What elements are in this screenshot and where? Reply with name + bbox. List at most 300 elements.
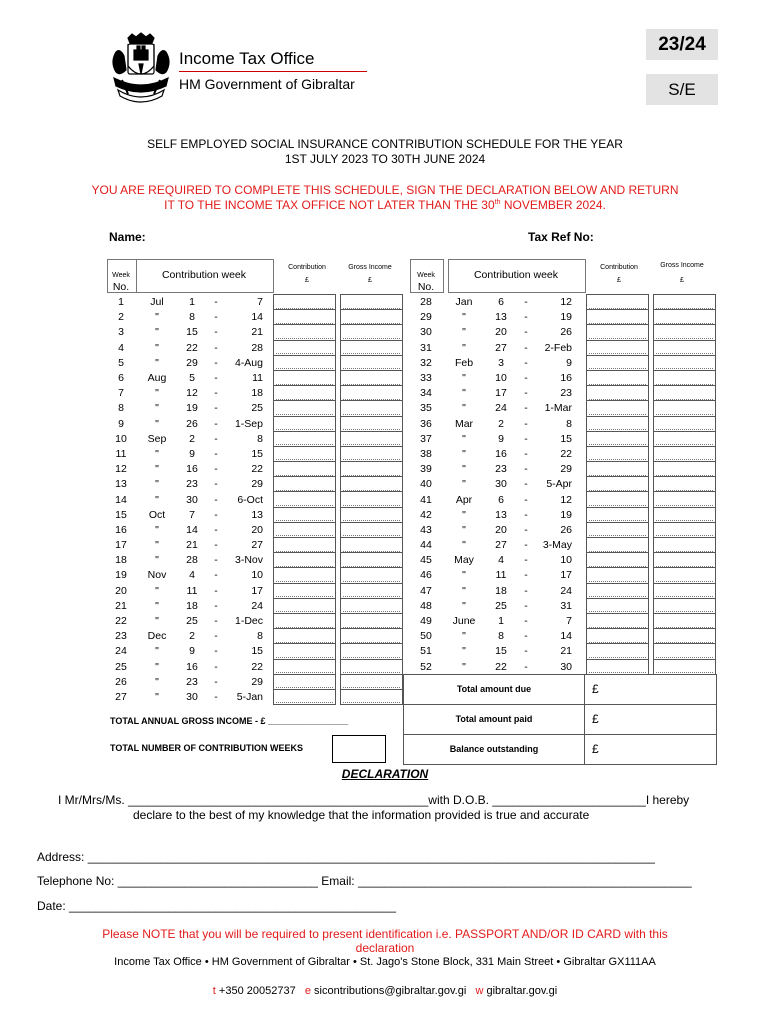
contribution-cell[interactable] xyxy=(273,477,335,492)
month: Mar xyxy=(454,417,474,430)
right-schedule-row xyxy=(410,462,715,477)
instruction-line-2: IT TO THE INCOME TAX OFFICE NOT LATER THAN THE 30th NOVEMBER 2024. xyxy=(164,198,606,212)
gross-income-cell[interactable] xyxy=(653,462,715,477)
contribution-cell[interactable] xyxy=(273,629,335,644)
month: " xyxy=(155,660,159,673)
gross-income-cell[interactable] xyxy=(340,568,402,583)
header-divider xyxy=(179,71,367,72)
week-number: 38 xyxy=(420,447,432,460)
month: " xyxy=(155,523,159,536)
right-schedule-row xyxy=(410,583,715,598)
end-day: 29 xyxy=(251,675,263,688)
right-header-contribution: Contribution xyxy=(600,264,638,271)
end-day: 27 xyxy=(251,539,263,552)
balance-outstanding-pound[interactable]: £ xyxy=(592,742,599,756)
total-amount-due-pound[interactable]: £ xyxy=(592,682,599,696)
start-day: 3 xyxy=(498,356,504,369)
month: " xyxy=(155,645,159,658)
column-gap xyxy=(576,644,586,659)
range-dash: - xyxy=(524,402,528,415)
gross-income-cell[interactable] xyxy=(340,522,402,537)
gross-income-cell[interactable] xyxy=(340,370,402,385)
week-number: 19 xyxy=(115,569,127,582)
id-note-line-1: Please NOTE that you will be required to present identification i.e. PASSPORT AND/OR ID CARD with this xyxy=(102,927,668,941)
week-number: 35 xyxy=(420,402,432,415)
gross-income-cell[interactable] xyxy=(653,507,715,522)
range-dash: - xyxy=(214,675,218,688)
end-day: 13 xyxy=(251,508,263,521)
week-number: 4 xyxy=(118,341,124,354)
gross-income-cell[interactable] xyxy=(340,477,402,492)
end-day: 15 xyxy=(251,645,263,658)
contribution-cell[interactable] xyxy=(273,416,335,431)
office-title: Income Tax Office xyxy=(179,49,315,68)
gross-income-cell[interactable] xyxy=(340,583,402,598)
column-gap xyxy=(576,416,586,431)
left-schedule-row xyxy=(107,659,402,674)
column-gap xyxy=(576,355,586,370)
end-day: 18 xyxy=(251,387,263,400)
tax-year-badge: 23/24 xyxy=(646,29,718,60)
gross-income-cell[interactable] xyxy=(653,583,715,598)
week-number: 13 xyxy=(115,478,127,491)
gross-income-cell[interactable] xyxy=(340,355,402,370)
contribution-cell[interactable] xyxy=(273,310,335,325)
footer-email[interactable]: sicontributions@gibraltar.gov.gi xyxy=(311,985,467,997)
contribution-cell[interactable] xyxy=(586,598,648,613)
month: " xyxy=(462,402,466,415)
balance-outstanding-divider xyxy=(584,735,585,764)
contribution-cell[interactable] xyxy=(273,386,335,401)
start-day: 16 xyxy=(186,463,198,476)
range-dash: - xyxy=(524,432,528,445)
range-dash: - xyxy=(524,645,528,658)
gross-income-cell[interactable] xyxy=(340,416,402,431)
week-number: 12 xyxy=(115,463,127,476)
month: " xyxy=(462,630,466,643)
gross-income-cell[interactable] xyxy=(340,492,402,507)
gross-income-cell[interactable] xyxy=(340,310,402,325)
range-dash: - xyxy=(214,311,218,324)
month: " xyxy=(462,341,466,354)
right-schedule-row xyxy=(410,386,715,401)
left-schedule-row xyxy=(107,553,402,568)
range-dash: - xyxy=(524,584,528,597)
right-schedule-row xyxy=(410,507,715,522)
column-gap xyxy=(576,568,586,583)
gross-income-cell[interactable] xyxy=(653,538,715,553)
left-schedule-row xyxy=(107,492,402,507)
gross-income-cell[interactable] xyxy=(653,477,715,492)
right-schedule-row xyxy=(410,431,715,446)
range-dash: - xyxy=(524,478,528,491)
week-number: 18 xyxy=(115,554,127,567)
range-dash: - xyxy=(524,660,528,673)
declaration-line-1[interactable]: I Mr/Mrs/Ms. _____________________________________________with D.O.B. _______________________I hereby xyxy=(58,793,690,807)
month: " xyxy=(155,584,159,597)
contribution-cell[interactable] xyxy=(273,325,335,340)
month: " xyxy=(155,675,159,688)
contribution-cell[interactable] xyxy=(273,401,335,416)
left-schedule-row xyxy=(107,583,402,598)
month: Jan xyxy=(455,296,473,309)
declaration-line-2: declare to the best of my knowledge that the information provided is true and accurate xyxy=(133,808,590,822)
range-dash: - xyxy=(524,630,528,643)
end-day: 24 xyxy=(251,599,263,612)
left-schedule-row xyxy=(107,355,402,370)
right-schedule-row xyxy=(410,416,715,431)
left-header-week: Week xyxy=(112,272,130,279)
contribution-cell[interactable] xyxy=(586,492,648,507)
contribution-cell[interactable] xyxy=(586,613,648,628)
contribution-cell[interactable] xyxy=(586,507,648,522)
right-schedule-row xyxy=(410,370,715,385)
contribution-cell[interactable] xyxy=(586,553,648,568)
contribution-cell[interactable] xyxy=(273,538,335,553)
contribution-cell[interactable] xyxy=(273,613,335,628)
end-day: 15 xyxy=(251,447,263,460)
start-day: 10 xyxy=(495,372,507,385)
gross-income-cell[interactable] xyxy=(340,325,402,340)
contribution-cell[interactable] xyxy=(586,583,648,598)
range-dash: - xyxy=(524,539,528,552)
week-number: 3 xyxy=(118,326,124,339)
gross-income-cell[interactable] xyxy=(340,644,402,659)
gross-income-cell[interactable] xyxy=(653,553,715,568)
left-header-contribution-currency: £ xyxy=(305,277,309,284)
left-schedule-row xyxy=(107,538,402,553)
end-day: 1-Sep xyxy=(234,417,263,430)
contribution-cell[interactable] xyxy=(273,659,335,674)
contribution-cell[interactable] xyxy=(586,401,648,416)
contribution-cell[interactable] xyxy=(273,598,335,613)
contribution-cell[interactable] xyxy=(586,310,648,325)
contribution-cell[interactable] xyxy=(273,522,335,537)
right-schedule-row xyxy=(410,659,715,674)
gross-income-cell[interactable] xyxy=(653,613,715,628)
start-day: 2 xyxy=(498,417,504,430)
left-schedule-row xyxy=(107,689,402,704)
week-number: 39 xyxy=(420,463,432,476)
total-annual-gross-income: TOTAL ANNUAL GROSS INCOME - £ ________________ xyxy=(110,716,349,726)
gross-income-cell[interactable] xyxy=(653,659,715,674)
contribution-cell[interactable] xyxy=(273,507,335,522)
contribution-cell[interactable] xyxy=(586,462,648,477)
balance-outstanding-row xyxy=(403,734,717,765)
footer-web[interactable]: gibraltar.gov.gi xyxy=(483,985,558,997)
column-gap xyxy=(576,583,586,598)
week-number: 5 xyxy=(118,356,124,369)
left-schedule-row xyxy=(107,310,402,325)
contribution-cell[interactable] xyxy=(273,431,335,446)
month: " xyxy=(462,447,466,460)
contribution-cell[interactable] xyxy=(586,522,648,537)
gross-income-cell[interactable] xyxy=(653,598,715,613)
gross-income-cell[interactable] xyxy=(340,674,402,689)
left-header-contribution-week: Contribution week xyxy=(161,269,247,281)
contribution-cell[interactable] xyxy=(586,446,648,461)
range-dash: - xyxy=(214,523,218,536)
end-day: 7 xyxy=(257,296,263,309)
left-schedule-row xyxy=(107,462,402,477)
contribution-cell[interactable] xyxy=(586,477,648,492)
footer-email-label: e xyxy=(304,985,311,997)
gross-income-cell[interactable] xyxy=(340,689,402,704)
gross-income-cell[interactable] xyxy=(653,325,715,340)
address-field[interactable]: Address: _____________________________________________________________________________________ xyxy=(37,850,655,864)
start-day: 8 xyxy=(498,630,504,643)
gross-income-cell[interactable] xyxy=(340,446,402,461)
start-day: 30 xyxy=(186,493,198,506)
week-number: 1 xyxy=(118,296,124,309)
month: Jul xyxy=(150,296,164,309)
range-dash: - xyxy=(524,417,528,430)
end-day: 11 xyxy=(252,372,263,385)
gross-income-cell[interactable] xyxy=(340,295,402,310)
range-dash: - xyxy=(524,554,528,567)
footer-phone[interactable]: +350 20052737 xyxy=(215,985,296,997)
gross-income-cell[interactable] xyxy=(653,416,715,431)
contribution-cell[interactable] xyxy=(273,295,335,310)
contribution-cell[interactable] xyxy=(586,659,648,674)
week-number: 30 xyxy=(420,326,432,339)
end-day: 25 xyxy=(251,402,263,415)
month: " xyxy=(155,615,159,628)
contribution-cell[interactable] xyxy=(273,340,335,355)
month: " xyxy=(462,523,466,536)
start-day: 23 xyxy=(495,463,507,476)
end-day: 8 xyxy=(257,630,263,643)
gross-income-cell[interactable] xyxy=(340,629,402,644)
right-schedule-row xyxy=(410,568,715,583)
end-day: 12 xyxy=(560,493,572,506)
range-dash: - xyxy=(214,645,218,658)
right-schedule-row xyxy=(410,325,715,340)
contribution-cell[interactable] xyxy=(586,370,648,385)
gross-income-cell[interactable] xyxy=(340,553,402,568)
gross-income-cell[interactable] xyxy=(653,386,715,401)
start-day: 15 xyxy=(186,326,198,339)
start-day: 2 xyxy=(189,630,195,643)
total-amount-paid-divider xyxy=(584,705,585,734)
right-header-no: No. xyxy=(417,281,435,293)
contribution-cell[interactable] xyxy=(586,340,648,355)
contribution-cell[interactable] xyxy=(273,674,335,689)
start-day: 5 xyxy=(189,372,195,385)
end-day: 8 xyxy=(566,417,572,430)
gross-income-cell[interactable] xyxy=(340,431,402,446)
contribution-cell[interactable] xyxy=(586,386,648,401)
contribution-cell[interactable] xyxy=(586,325,648,340)
range-dash: - xyxy=(214,326,218,339)
week-number: 51 xyxy=(420,645,432,658)
month: " xyxy=(155,463,159,476)
end-day: 22 xyxy=(560,447,572,460)
contribution-cell[interactable] xyxy=(273,370,335,385)
gross-income-cell[interactable] xyxy=(653,355,715,370)
start-day: 15 xyxy=(495,645,507,658)
start-day: 7 xyxy=(189,508,195,521)
contribution-cell[interactable] xyxy=(586,629,648,644)
gross-income-cell[interactable] xyxy=(653,310,715,325)
column-gap xyxy=(576,629,586,644)
contribution-cell[interactable] xyxy=(273,553,335,568)
gross-income-cell[interactable] xyxy=(340,659,402,674)
month: " xyxy=(155,690,159,703)
right-schedule-row xyxy=(410,492,715,507)
month: " xyxy=(462,387,466,400)
gross-income-cell[interactable] xyxy=(653,370,715,385)
contribution-cell[interactable] xyxy=(586,538,648,553)
end-day: 9 xyxy=(566,356,572,369)
start-day: 22 xyxy=(186,341,198,354)
week-number: 21 xyxy=(115,599,127,612)
gross-income-cell[interactable] xyxy=(340,538,402,553)
contribution-cell[interactable] xyxy=(586,431,648,446)
right-schedule-row xyxy=(410,340,715,355)
right-header-contribution-week: Contribution week xyxy=(473,269,559,281)
gibraltar-crest-logo xyxy=(108,32,174,106)
start-day: 30 xyxy=(495,478,507,491)
right-schedule-row xyxy=(410,477,715,492)
left-schedule-row xyxy=(107,568,402,583)
week-number: 24 xyxy=(115,645,127,658)
start-day: 25 xyxy=(495,599,507,612)
contribution-cell[interactable] xyxy=(586,295,648,310)
month: Apr xyxy=(455,493,473,506)
gross-income-cell[interactable] xyxy=(653,446,715,461)
week-number: 2 xyxy=(118,311,124,324)
month: " xyxy=(155,402,159,415)
week-number: 29 xyxy=(420,311,432,324)
column-gap xyxy=(576,401,586,416)
left-schedule-table xyxy=(107,294,403,705)
range-dash: - xyxy=(524,341,528,354)
gross-income-cell[interactable] xyxy=(340,340,402,355)
total-weeks-input-box[interactable] xyxy=(332,735,386,763)
week-number: 22 xyxy=(115,615,127,628)
end-day: 22 xyxy=(251,660,263,673)
left-schedule-row xyxy=(107,340,402,355)
contribution-cell[interactable] xyxy=(273,689,335,704)
contribution-cell[interactable] xyxy=(273,355,335,370)
date-field[interactable]: Date: _________________________________________________ xyxy=(37,899,397,913)
contribution-cell[interactable] xyxy=(273,462,335,477)
range-dash: - xyxy=(214,630,218,643)
gross-income-cell[interactable] xyxy=(653,431,715,446)
range-dash: - xyxy=(524,615,528,628)
form-code-badge: S/E xyxy=(646,74,718,105)
gross-income-cell[interactable] xyxy=(340,401,402,416)
gross-income-cell[interactable] xyxy=(340,613,402,628)
week-number: 7 xyxy=(118,387,124,400)
start-day: 14 xyxy=(186,523,198,536)
gross-income-cell[interactable] xyxy=(653,629,715,644)
gross-income-cell[interactable] xyxy=(340,507,402,522)
start-day: 17 xyxy=(495,387,507,400)
week-number: 36 xyxy=(420,417,432,430)
telephone-email-field[interactable]: Telephone No: ______________________________ Email: __________________________________________________ xyxy=(37,874,692,888)
contribution-cell[interactable] xyxy=(273,583,335,598)
end-day: 14 xyxy=(251,311,263,324)
gross-income-cell[interactable] xyxy=(653,340,715,355)
start-day: 13 xyxy=(495,311,507,324)
id-note-line-2: declaration xyxy=(355,941,415,955)
range-dash: - xyxy=(214,478,218,491)
contribution-cell[interactable] xyxy=(586,644,648,659)
gross-income-cell[interactable] xyxy=(653,568,715,583)
gross-income-cell[interactable] xyxy=(340,462,402,477)
contribution-cell[interactable] xyxy=(586,568,648,583)
end-day: 19 xyxy=(560,508,572,521)
week-number: 46 xyxy=(420,569,432,582)
start-day: 27 xyxy=(495,539,507,552)
start-day: 19 xyxy=(186,402,198,415)
end-day: 16 xyxy=(560,372,572,385)
end-day: 31 xyxy=(560,599,572,612)
left-schedule-row xyxy=(107,644,402,659)
total-amount-due-label: Total amount due xyxy=(456,684,532,694)
month: " xyxy=(462,311,466,324)
total-amount-paid-pound[interactable]: £ xyxy=(592,712,599,726)
end-day: 26 xyxy=(560,326,572,339)
range-dash: - xyxy=(524,493,528,506)
column-gap xyxy=(576,492,586,507)
contribution-cell[interactable] xyxy=(273,568,335,583)
column-gap xyxy=(576,538,586,553)
start-day: 2 xyxy=(189,432,195,445)
end-day: 12 xyxy=(560,296,572,309)
week-number: 50 xyxy=(420,630,432,643)
gross-income-cell[interactable] xyxy=(653,401,715,416)
gross-income-cell[interactable] xyxy=(653,644,715,659)
contribution-cell[interactable] xyxy=(586,416,648,431)
end-day: 3-May xyxy=(542,539,572,552)
start-day: 22 xyxy=(495,660,507,673)
contribution-cell[interactable] xyxy=(273,644,335,659)
week-number: 14 xyxy=(115,493,127,506)
month: " xyxy=(462,326,466,339)
left-schedule-row xyxy=(107,522,402,537)
month: " xyxy=(462,584,466,597)
week-number: 40 xyxy=(420,478,432,491)
end-day: 10 xyxy=(560,554,572,567)
week-number: 45 xyxy=(420,554,432,567)
end-day: 5-Jan xyxy=(236,690,263,703)
declaration-title: DECLARATION xyxy=(341,767,429,781)
contribution-cell[interactable] xyxy=(273,446,335,461)
start-day: 29 xyxy=(186,356,198,369)
contribution-cell[interactable] xyxy=(586,355,648,370)
range-dash: - xyxy=(524,447,528,460)
range-dash: - xyxy=(524,311,528,324)
right-schedule-row xyxy=(410,598,715,613)
contribution-cell[interactable] xyxy=(273,492,335,507)
left-header-gross-currency: £ xyxy=(368,277,372,284)
right-header-week: Week xyxy=(417,272,435,279)
gross-income-cell[interactable] xyxy=(340,598,402,613)
gross-income-cell[interactable] xyxy=(653,492,715,507)
left-schedule-row xyxy=(107,401,402,416)
footer-address: Income Tax Office • HM Government of Gibraltar • St. Jago's Stone Block, 331 Main Street • Gibraltar GX111AA xyxy=(114,956,656,968)
schedule-period: 1ST JULY 2023 TO 30TH JUNE 2024 xyxy=(284,152,486,166)
right-header-contribution-currency: £ xyxy=(617,277,621,284)
gross-income-cell[interactable] xyxy=(653,295,715,310)
end-day: 19 xyxy=(560,311,572,324)
gross-income-cell[interactable] xyxy=(653,522,715,537)
month: Feb xyxy=(454,356,474,369)
gross-income-cell[interactable] xyxy=(340,386,402,401)
